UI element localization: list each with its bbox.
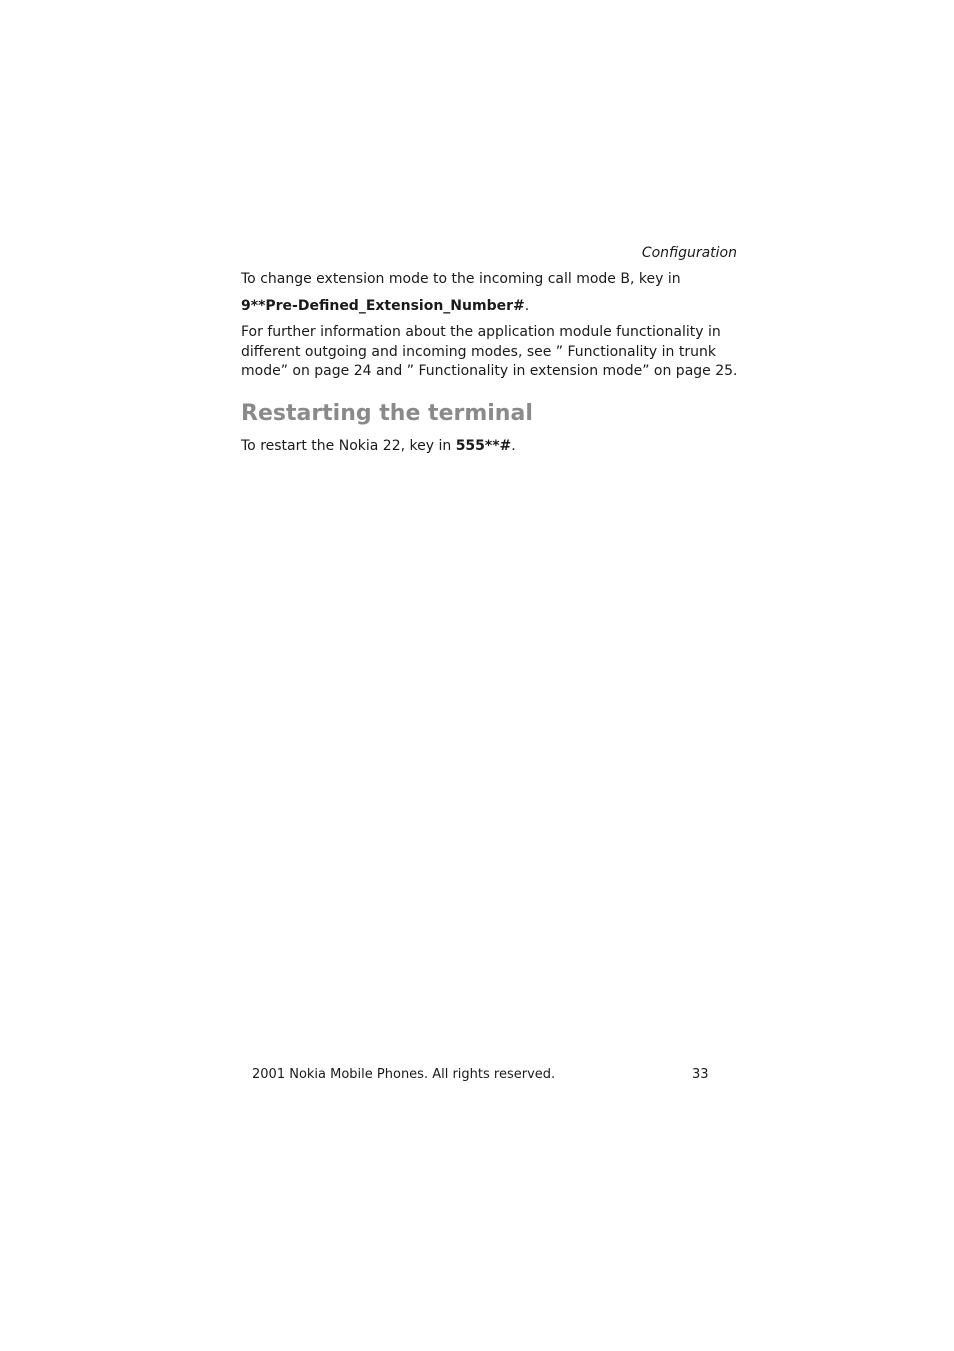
footer-copyright: 2001 Nokia Mobile Phones. All rights reserved. [252,1067,556,1082]
page-number: 33 [692,1067,709,1082]
key-code: 555**# [455,437,512,454]
page-content [241,270,741,463]
running-header: Configuration [641,245,737,261]
paragraph-text: To change extension mode to the incoming call mode B, key in [241,271,681,287]
paragraph-text: For further information about the application module functionality in different outgoing and incoming modes, see ” Functionality in trunk mode” on page 24 and ” Functionality in extension mode” on page 25. [241,324,738,379]
punctuation: . [524,297,530,314]
paragraph-text: To restart the Nokia 22, key in [241,437,456,454]
key-code: 9**Pre-Defined_Extension_Number# [241,297,525,314]
paragraph-restart [241,437,741,457]
paragraph-extension-mode [241,270,741,290]
paragraph-further-info [241,323,741,382]
section-heading: Restarting the terminal [241,400,533,426]
paragraph-key-code [241,297,741,317]
punctuation: . [511,437,516,454]
